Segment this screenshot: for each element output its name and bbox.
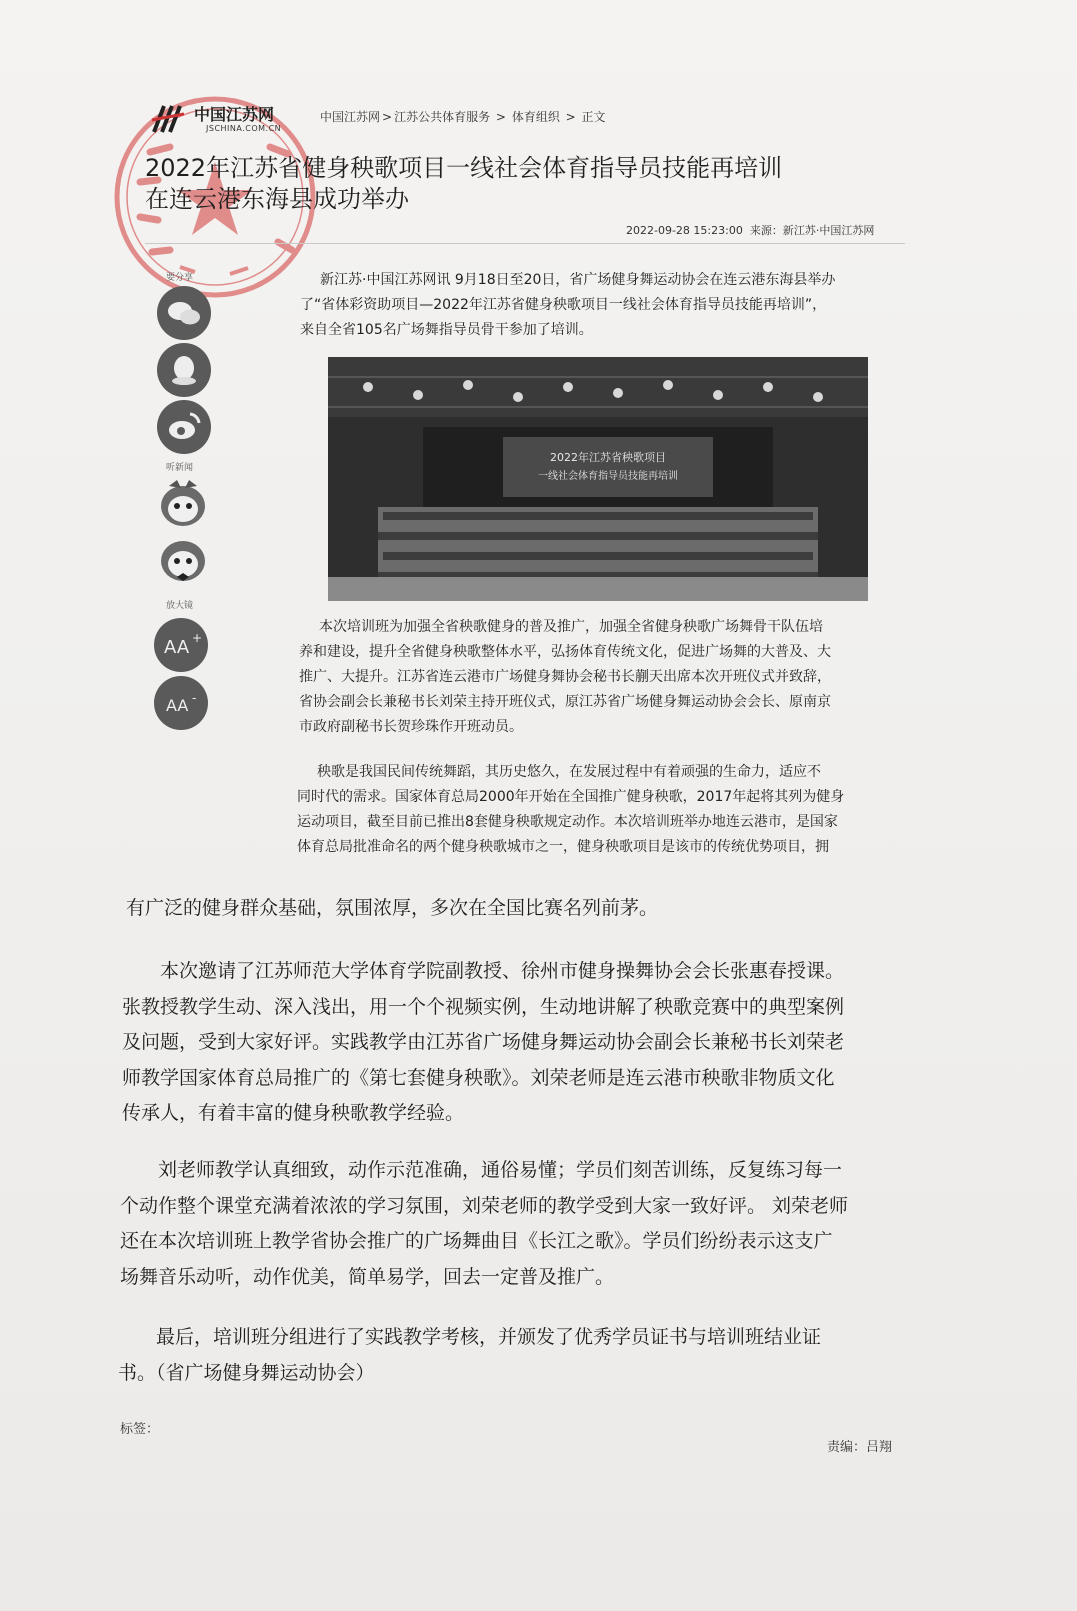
paragraph-line: 张教授教学生动、深入浅出，用一个个视频实例，生动地讲解了秧歌竞赛中的典型案例: [122, 995, 845, 1018]
logo-mark-icon: [150, 102, 190, 136]
paragraph-line: 新江苏·中国江苏网讯 9月18日至20日，省广场健身舞运动协会在连云港东海县举办: [320, 272, 836, 288]
mascot-girl-icon[interactable]: [155, 476, 211, 530]
paragraph-line: 推广、大提升。江苏省连云港市广场健身舞协会秘书长蒯天出席本次开班仪式并致辞，: [299, 669, 831, 685]
font-decrease-icon: [154, 676, 208, 730]
paragraph-line: 个动作整个课堂充满着浓浓的学习氛围，刘荣老师的教学受到大家一致好评。 刘荣老师: [120, 1194, 849, 1217]
logo-text: 中国江苏网: [194, 105, 275, 124]
share-label: 要分享: [166, 273, 194, 283]
paragraph-line: 最后，培训班分组进行了实践教学考核，并颁发了优秀学员证书与培训班结业证: [156, 1326, 822, 1348]
paragraph-line: 来自全省105名广场舞指导员骨干参加了培训。: [300, 322, 593, 338]
breadcrumb-separator: >: [495, 110, 506, 124]
paragraph-2: [299, 615, 831, 740]
paragraph-6: [120, 1153, 848, 1295]
listen-label: 听新闻: [166, 463, 194, 473]
paragraph-line: 运动项目，截至目前已推出8套健身秧歌规定动作。本次培训班举办地连云港市，是国家: [297, 814, 838, 830]
paragraph-line: 有广泛的健身群众基础，氛围浓厚，多次在全国比赛名列前茅。: [126, 897, 659, 919]
paragraph-line: 还在本次培训班上教学省协会推广的广场舞曲目《长江之歌》。学员们纷纷表示这支广: [120, 1230, 833, 1252]
editor-label: 责编：吕翔: [827, 1440, 893, 1455]
paragraph-line: 本次培训班为加强全省秧歌健身的普及推广，加强全省健身秧歌广场舞骨干队伍培: [319, 619, 823, 635]
photo-banner-line-1: 2022年江苏省秧歌项目: [550, 451, 666, 464]
breadcrumb-current: 正文: [581, 110, 606, 124]
article-datetime: 2022-09-28 15:23:00: [626, 224, 743, 237]
paragraph-line: 养和建设，提升全省健身秧歌整体水平，弘扬体育传统文化，促进广场舞的大普及、大: [299, 644, 831, 660]
mascot-boy-icon[interactable]: [155, 533, 211, 587]
divider: [145, 243, 905, 244]
svg-text:-: -: [192, 691, 197, 705]
wechat-icon: [157, 286, 211, 340]
breadcrumb-separator: >: [565, 110, 576, 124]
title-line-1: 2022年江苏省健身秧歌项目一线社会体育指导员技能再培训: [145, 154, 783, 182]
paragraph-line: 同时代的需求。国家体育总局2000年开始在全国推广健身秧歌，2017年起将其列为健身: [297, 789, 845, 805]
zoom-label: 放大镜: [166, 601, 194, 611]
svg-text:AA: AA: [166, 696, 189, 715]
font-increase-button[interactable]: [154, 618, 208, 672]
paragraph-3: [297, 760, 844, 860]
photo-banner-line-2: 一线社会体育指导员技能再培训: [538, 471, 678, 482]
paragraph-7: [118, 1320, 821, 1391]
tags-label: 标签：: [120, 1422, 160, 1437]
font-decrease-button[interactable]: [154, 676, 208, 730]
paragraph-line: 师教学国家体育总局推广的《第七套健身秧歌》。刘荣老师是连云港市秧歌非物质文化: [122, 1066, 835, 1089]
paragraph-line: 体育总局批准命名的两个健身秧歌城市之一，健身秧歌项目是该市的传统优势项目，拥: [297, 839, 829, 855]
paragraph-line: 刘老师教学认真细致，动作示范准确，通俗易懂；学员们刻苦训练，反复练习每一: [158, 1159, 843, 1181]
wechat-share-button[interactable]: [157, 286, 211, 340]
paragraph-4: [126, 891, 658, 927]
weibo-icon: [157, 400, 211, 454]
breadcrumb-separator: >: [382, 110, 393, 124]
paragraph-line: 书。（省广场健身舞运动协会）: [118, 1361, 375, 1384]
paragraph-5: [122, 954, 844, 1132]
paragraph-line: 秧歌是我国民间传统舞蹈，其历史悠久，在发展过程中有着顽强的生命力，适应不: [317, 764, 821, 780]
article-title: [145, 153, 905, 215]
paragraph-1: [300, 268, 836, 343]
paragraph-line: 场舞音乐动听，动作优美，简单易学，回去一定普及推广。: [120, 1265, 615, 1288]
paragraph-line: 了“省体彩资助项目—2022年江苏省健身秧歌项目一线社会体育指导员技能再培训”，: [300, 297, 827, 313]
paragraph-line: 市政府副秘书长贺珍珠作开班动员。: [299, 719, 523, 735]
article-meta: [626, 222, 874, 238]
article-source: 来源：新江苏·中国江苏网: [749, 224, 875, 237]
title-line-2: 在连云港东海县成功举办: [145, 185, 409, 213]
paragraph-line: 省协会副会长兼秘书长刘荣主持开班仪式，原江苏省广场健身舞运动协会会长、原南京: [299, 694, 831, 710]
paragraph-line: 传承人，有着丰富的健身秧歌教学经验。: [122, 1102, 465, 1124]
weibo-share-button[interactable]: [157, 400, 211, 454]
event-photo: [328, 357, 868, 601]
breadcrumb-public-sports[interactable]: 江苏公共体育服务: [394, 110, 491, 124]
font-increase-icon: [154, 618, 208, 672]
breadcrumb-sports-org[interactable]: 体育组织: [511, 110, 560, 124]
svg-text:AA: AA: [164, 637, 190, 658]
paragraph-line: 及问题，受到大家好评。实践教学由江苏省广场健身舞运动协会副会长兼秘书长刘荣老: [122, 1031, 845, 1053]
paragraph-line: 本次邀请了江苏师范大学体育学院副教授、徐州市健身操舞协会会长张惠春授课。: [160, 960, 845, 982]
breadcrumb: [320, 108, 608, 125]
svg-text:+: +: [192, 631, 203, 645]
qq-share-button[interactable]: [157, 343, 211, 397]
site-logo[interactable]: [150, 100, 300, 140]
logo-subtext: JSCHINA.COM.CN: [206, 124, 282, 133]
qq-icon: [157, 343, 211, 397]
breadcrumb-home[interactable]: 中国江苏网: [320, 110, 381, 124]
